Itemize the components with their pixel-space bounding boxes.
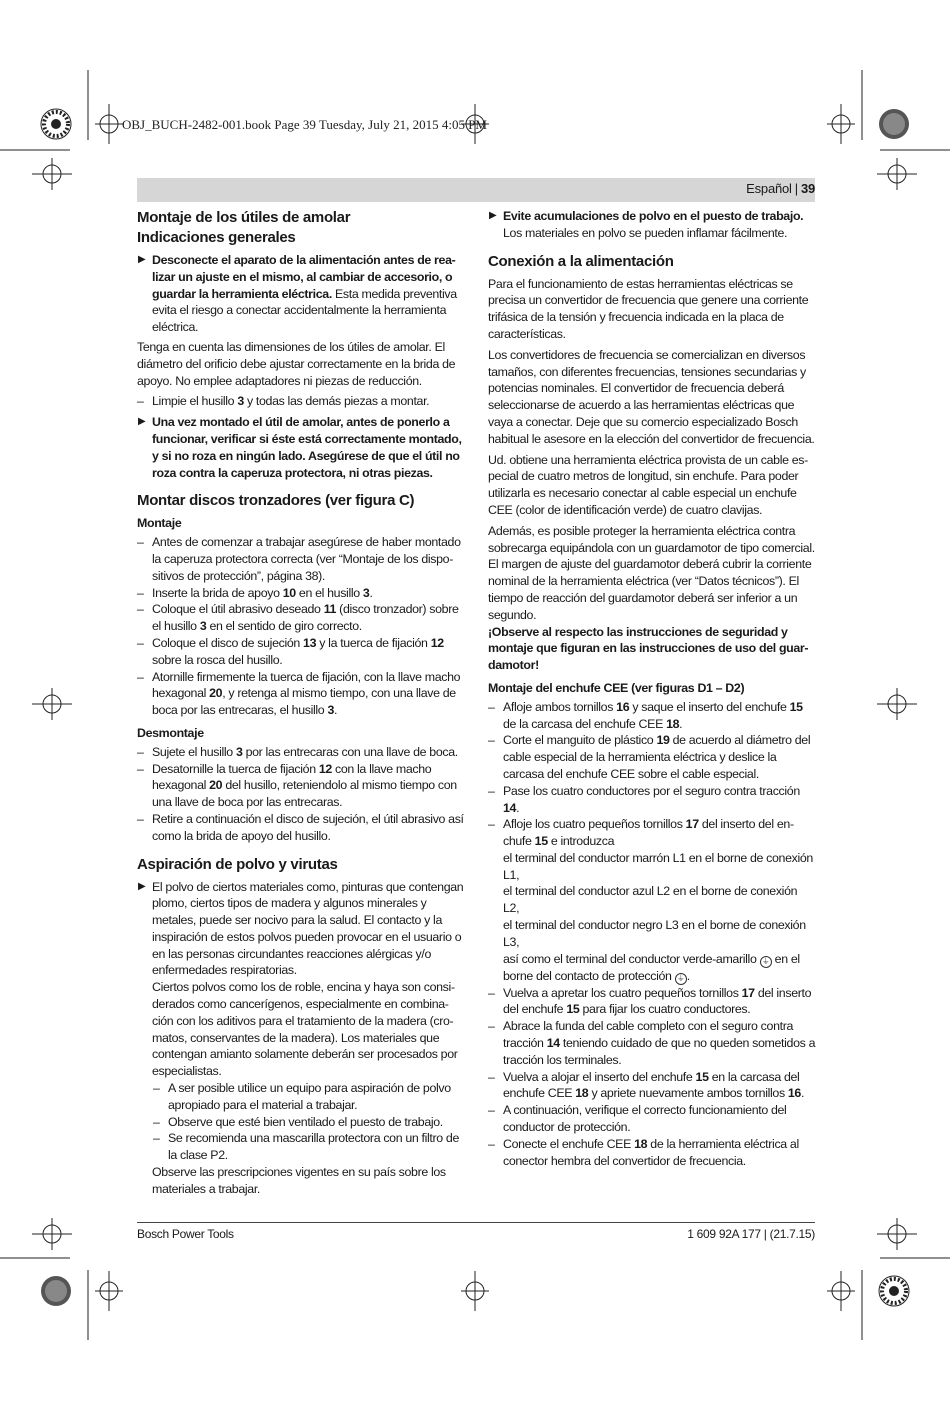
ground-icon: ⏚	[675, 973, 687, 985]
list-item: – A continuación, verifique el correcto funcionamiento del conductor de protección.	[488, 1103, 787, 1135]
crosshair-mark	[32, 158, 72, 190]
list-item: – Inserte la brida de apoyo 10 en el husillo 3.	[137, 585, 373, 600]
crosshair-mark	[827, 104, 855, 144]
paragraph: Ud. obtiene una herramienta eléctrica provista de un cable especial de cuatro metros de longitud, sin enchufe. Para poder utilizarla es necesario conectar al cable especial un enchufe CEE (color de identificación verde) de cuatro clavijas.	[488, 452, 809, 517]
list-item: – Retire a continuación el disco de sujeción, el útil abrasivo así como la brida de apoyo del husillo.	[137, 811, 464, 843]
triangle-icon: ▶	[138, 416, 146, 428]
warning-item: ▶ El polvo de ciertos materiales como, pinturas que contengan plomo, ciertos tipos de madera y algunos minerales y metales, puede ser nocivo para la salud. El contacto y la inspiración de estos polvos pueden provocar en el usuario o en las personas circundantes reacciones alérgicas y/o enfermedades respiratorias.	[138, 879, 464, 978]
section-heading: Montar discos tronzadores (ver figura C)	[137, 492, 415, 510]
triangle-icon: ▶	[489, 210, 497, 221]
subheading: Montaje del enchufe CEE (ver figuras D1 – D2)	[488, 680, 745, 695]
language-label: Español	[746, 181, 792, 196]
list-item: – Afloje ambos tornillos 16 y saque el inserto del enchufe 15 de la carcasa del enchufe CEE 18.	[488, 699, 803, 731]
footer-brand: Bosch Power Tools	[137, 1227, 234, 1241]
registration-target	[879, 109, 909, 139]
page-number: 39	[800, 181, 815, 196]
ground-icon: ⏚	[760, 956, 772, 968]
list-item: – Limpie el husillo 3 y todas las demás piezas a montar.	[137, 394, 430, 409]
paragraph: Los convertidores de frecuencia se comercializan en diversos tamaños, con diferentes frecuencias, tensiones secundarias y potencias nominales. El convertidor de frecuencia deberá seleccionarse de acuerdo a las herramientas eléctricas que vaya a conectar. Deje que su comercio especializado Bosch habitual le asesore en la elección del convertidor de frecuencia.	[488, 347, 815, 446]
right-column	[488, 208, 816, 1169]
list-subline: el terminal del conductor marrón L1 en el borne de conexión L1,	[503, 850, 813, 882]
warning-item: ▶ Evite acumulaciones de polvo en el puesto de trabajo. Los materiales en polvo se pueden inflamar fácilmente.	[489, 209, 804, 240]
list-item: – Pase los cuatro conductores por el seguro contra tracción 14.	[488, 783, 800, 815]
header-band	[137, 178, 815, 202]
file-info: OBJ_BUCH-2482-001.book Page 39 Tuesday, July 21, 2015 4:05 PM	[122, 117, 487, 132]
paragraph: Observe las prescripciones vigentes en su país sobre los materiales a trabajar.	[152, 1165, 446, 1196]
subheading: Desmontaje	[137, 725, 204, 740]
list-item: – Coloque el disco de sujeción 13 y la tuerca de fijación 12 sobre la rosca del husillo.	[137, 635, 444, 667]
crosshair-mark	[827, 1271, 855, 1311]
paragraph: Ciertos polvos como los de roble, encina y haya son considerados como cancerígenos, especialmente en combinación con los aditivos para el tratamiento de la madera (cromatos, conservantes de la madera). Los materiales que contengan amianto solamente deberán ser procesados por especialistas.	[152, 980, 458, 1079]
crosshair-mark	[461, 1271, 489, 1311]
registration-target	[879, 1276, 909, 1306]
crosshair-mark	[877, 1218, 917, 1250]
registration-target	[41, 1276, 71, 1306]
triangle-icon: ▶	[138, 254, 146, 265]
list-item: – Coloque el útil abrasivo deseado 11 (disco tronzador) sobre el husillo 3 en el sentido de giro correcto.	[137, 602, 459, 634]
list-item: – Observe que esté bien ventilado el puesto de trabajo.	[153, 1114, 443, 1129]
list-subline: el terminal del conductor azul L2 en el borne de conexión L2,	[503, 884, 798, 916]
list-item: – Afloje los cuatro pequeños tornillos 17 del inserto del enchufe 15 e introduzca	[488, 817, 795, 849]
list-item: – Vuelva a apretar los cuatro pequeños tornillos 17 del inserto del enchufe 15 para fijar los cuatro conductores.	[488, 985, 812, 1017]
crosshair-mark	[877, 158, 917, 190]
list-item: – Antes de comenzar a trabajar asegúrese de haber montado la caperuza protectora correcta (ver “Montaje de los dispositivos de protección”, página 38).	[137, 535, 461, 583]
crosshair-mark	[32, 1218, 72, 1250]
list-item: – Desatornille la tuerca de fijación 12 con la llave macho hexagonal 20 del husillo, reteniendolo al mismo tiempo con una llave de boca por las entrecaras.	[137, 761, 457, 810]
registration-target	[41, 109, 71, 139]
crosshair-mark	[95, 104, 123, 144]
paragraph: Además, es posible proteger la herramienta eléctrica contra sobrecarga equipándola con un guardamotor de tipo comercial. El margen de ajuste del guardamotor deberá cubrir la corriente nominal de la herramienta eléctrica (ver “Datos técnicos”). El tiempo de reacción del guardamotor deberá ser inferior a un segundo.	[488, 523, 815, 622]
crosshair-mark	[95, 1271, 123, 1311]
list-item: – Conecte el enchufe CEE 18 de la herramienta eléctrica al conector hembra del convertidor de frecuencia.	[488, 1136, 799, 1168]
page-tag: Español | 39	[746, 181, 815, 196]
footer-rule	[137, 1222, 815, 1223]
subheading: Montaje	[137, 516, 182, 531]
paragraph: Tenga en cuenta las dimensiones de los útiles de amolar. El diámetro del orificio debe ajustar correctamente en la brida de apoyo. No emplee adaptadores ni piezas de reducción.	[137, 339, 456, 388]
list-subline: así como el terminal del conductor verde-amarillo ⏚ en el borne del contacto de protección ⏚ .	[503, 951, 800, 983]
section-heading: Indicaciones generales	[137, 229, 296, 246]
triangle-icon: ▶	[138, 880, 146, 892]
warning-item: ▶ Una vez montado el útil de amolar, antes de ponerlo a funcionar, verificar si éste está correctamente montado, y si no roza en ningún lado. Asegúrese de que el útil no roza contra la caperuza protectora, ni otras piezas.	[138, 415, 462, 480]
footer-doc-number: 1 609 92A 177 | (21.7.15)	[687, 1227, 815, 1241]
list-item: – Corte el manguito de plástico 19 de acuerdo al diámetro del cable especial de la herramienta eléctrica y deslice la carcasa del enchufe CEE sobre el cable especial.	[488, 733, 811, 781]
list-item: – Vuelva a alojar el inserto del enchufe 15 en la carcasa del enchufe CEE 18 y apriete nuevamente ambos tornillos 16.	[488, 1069, 805, 1101]
notice: ¡Observe al respecto las instrucciones de seguridad y montaje que figuran en las instrucciones de uso del guardamotor!	[488, 624, 809, 673]
list-item: – Sujete el husillo 3 por las entrecaras con una llave de boca.	[137, 744, 458, 759]
section-heading: Conexión a la alimentación	[488, 252, 674, 270]
warning-item: ▶ Desconecte el aparato de la alimentación antes de realizar un ajuste en el mismo, al cambiar de accesorio, o guardar la herramienta eléctrica. Esta medida preventiva evita el riesgo a conectar accidentalmente la herramienta eléctrica.	[138, 253, 457, 335]
list-item: – Atornille firmemente la tuerca de fijación, con la llave macho hexagonal 20, y retenga al mismo tiempo, con una llave de boca por las entrecaras, el husillo 3.	[137, 669, 461, 718]
list-item: – A ser posible utilice un equipo para aspiración de polvo apropiado para el material a trabajar.	[153, 1081, 451, 1112]
left-column	[137, 208, 466, 1198]
crosshair-mark	[877, 688, 917, 720]
list-subline: el terminal del conductor negro L3 en el borne de conexión L3,	[503, 918, 806, 949]
section-heading: Aspiración de polvo y virutas	[137, 855, 338, 873]
list-item: – Abrace la funda del cable completo con el seguro contra tracción 14 teniendo cuidado de que no queden sometidos a tracción los terminales.	[488, 1019, 816, 1067]
crosshair-mark	[32, 688, 72, 720]
section-heading: Montaje de los útiles de amolar	[137, 209, 351, 226]
list-item: – Se recomienda una mascarilla protectora con un filtro de la clase P2.	[153, 1131, 460, 1163]
paragraph: Para el funcionamiento de estas herramientas eléctricas se precisa un convertidor de frecuencia que genere una corriente trifásica de la tensión y frecuencia indicada en la placa de características.	[488, 276, 809, 341]
